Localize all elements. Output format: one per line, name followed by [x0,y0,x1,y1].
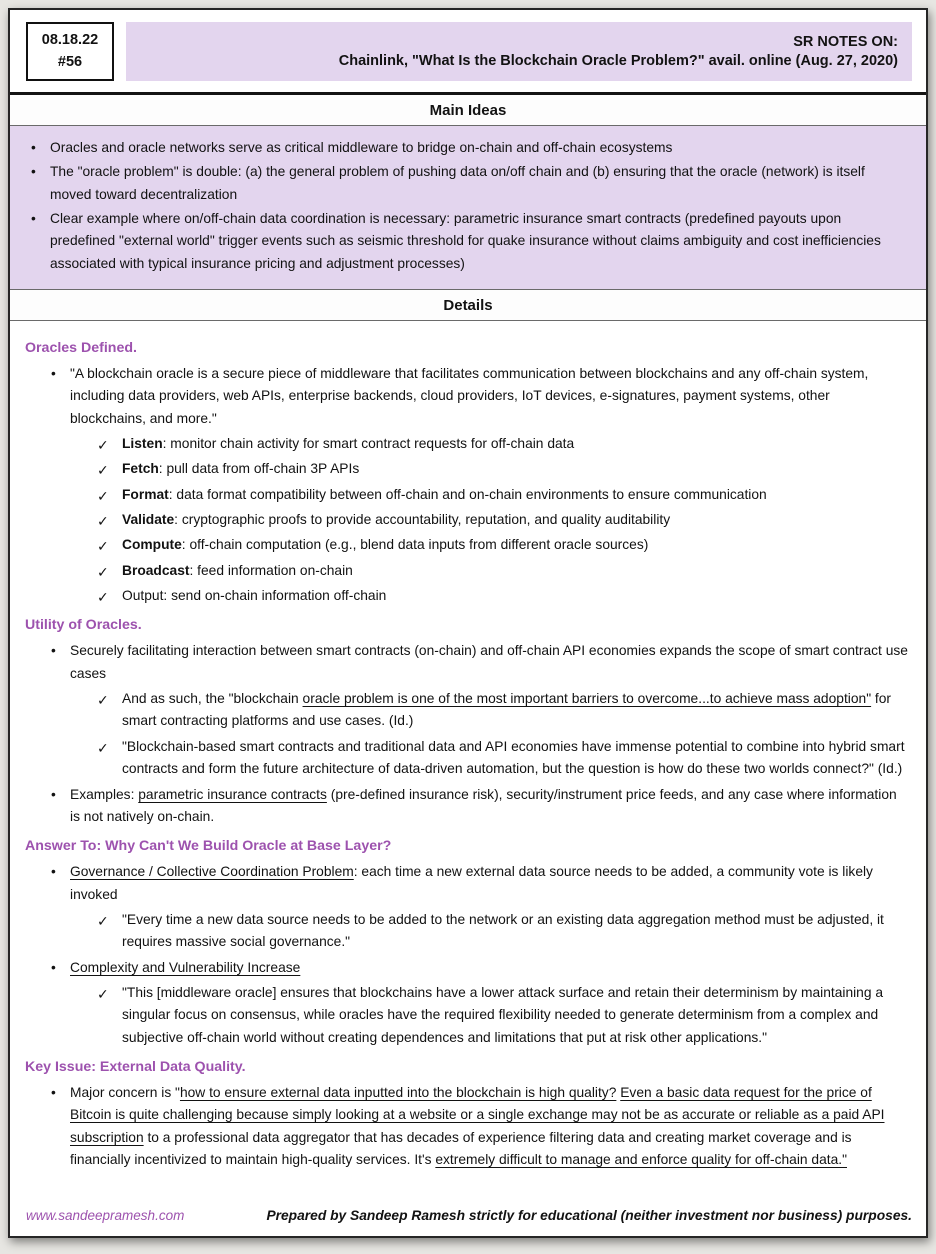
note-date: 08.18.22 [41,32,99,48]
main-idea-item [22,137,906,159]
list-item [97,509,908,531]
bullet-icon: • [51,786,56,802]
title-banner [126,22,912,81]
header [10,10,926,95]
list-item [97,458,908,480]
list-item-text: "Every time a new data source needs to be added to the network or an existing data aggregation method must be adjusted, it requires massive social governance." [122,911,884,950]
check-icon: ✓ [97,589,109,606]
check-icon: ✓ [97,563,109,580]
list-item [51,640,908,685]
list-item [51,363,908,430]
list-item-text: Format: data format compatibility between off-chain and on-chain environments to ensure communication [122,486,767,502]
check-icon: ✓ [97,692,109,709]
list-item-text: Examples: parametric insurance contracts (pre-defined insurance risk), security/instrument price feeds, and any case where information is not natively on-chain. [70,786,897,824]
details-content [10,321,926,1171]
main-idea-item [22,161,906,206]
bullet-icon: • [51,366,56,381]
check-icon: ✓ [97,487,109,504]
note-number: #56 [57,54,83,71]
list-item-text: Output: send on-chain information off-chain [122,588,387,604]
main-ideas-box [10,126,926,290]
main-ideas-title: Main Ideas [10,95,926,126]
section-heading-oracles-defined: Oracles Defined. [25,340,137,356]
details-title: Details [10,290,926,321]
check-icon: ✓ [97,739,109,756]
list-item-text: Major concern is "how to ensure external data inputted into the blockchain is high quality? Even a basic data request for the price of Bitcoin is quite challenging because simply looking at a website or a single exchange may not be as accurate or reliable as a paid API subscription to a professional data aggregator that has decades of experience filtering data and creating market coverage and is financially incentivized to maintain high-quality services. It's extremely difficult to manage and enforce quality for off-chain data." [70,1084,885,1167]
list-item-text: Governance / Collective Coordination Problem: each time a new external data source needs to be added, a community vote is likely invoked [70,864,873,902]
list-item-text: Broadcast: feed information on-chain [122,562,353,578]
footer-disclaimer: Prepared by Sandeep Ramesh strictly for educational (neither investment nor business) purposes. [266,1208,912,1223]
footer-website-link[interactable]: www.sandeepramesh.com [26,1208,185,1223]
list-item [51,1082,908,1171]
main-idea-text: The "oracle problem" is double: (a) the general problem of pushing data on/off chain and (b) ensuring that the oracle (network) is itself moved toward decentralization [50,164,865,202]
section-heading-answer-to: Answer To: Why Can't We Build Oracle at Base Layer? [25,838,392,855]
list-item [97,534,908,556]
date-box [26,22,114,81]
list-item-text: Validate: cryptographic proofs to provide accountability, reputation, and quality auditability [122,512,671,528]
list-item-text: And as such, the "blockchain oracle problem is one of the most important barriers to overcome...to achieve mass adoption" for smart contracting platforms and use cases. (Id.) [122,691,892,729]
bullet-icon: • [31,164,36,180]
list-item [97,560,908,582]
list-item [97,736,908,781]
check-icon: ✓ [97,985,109,1002]
list-item-text: Listen: monitor chain activity for smart contract requests for off-chain data [122,436,575,452]
list-item [51,957,908,979]
notes-page [8,8,928,1238]
section-heading-key-issue: Key Issue: External Data Quality. [25,1058,246,1075]
list-item [97,484,908,506]
list-item-text: "This [middleware oracle] ensures that blockchains have a lower attack surface and retain their determinism by maintaining a singular focus on consensus, while oracles have the required flexibility needed to generate determinism from a complex and subjective off-chain world without creating dependences and limitations that put at risk other applications." [122,984,884,1045]
bullet-icon: • [51,1084,56,1100]
list-item [97,909,908,954]
list-item-text: "A blockchain oracle is a secure piece of middleware that facilitates communication between blockchains and any off-chain system, including data providers, web APIs, enterprise backends, cloud providers, IoT devices, e-signatures, payment systems, other blockchains, and more." [70,366,869,426]
list-item [97,982,908,1049]
footer [26,1208,912,1223]
list-item [97,688,908,733]
list-item [51,784,908,829]
main-idea-item [22,208,906,275]
main-idea-text: Clear example where on/off-chain data coordination is necessary: parametric insurance smart contracts (predefined payouts upon predefined "external world" trigger events such as seismic threshold for quake insurance without claims ambiguity and cost inefficiencies associated with typical insurance pricing and adjustment processes) [50,210,881,271]
check-icon: ✓ [97,912,109,929]
list-item-text: "Blockchain-based smart contracts and traditional data and API economies have immense potential to combine into hybrid smart contracts and form the future architecture of data-driven automation, but the question is how do these two worlds connect?" (Id.) [122,738,905,777]
check-icon: ✓ [97,437,109,454]
list-item-text: Fetch: pull data from off-chain 3P APIs [122,461,360,477]
list-item-text: Compute: off-chain computation (e.g., blend data inputs from different oracle sources) [122,537,649,553]
banner-label: SR NOTES ON: [793,33,898,50]
list-item [97,585,908,607]
bullet-icon: • [51,643,56,659]
list-item [51,861,908,906]
main-idea-text: Oracles and oracle networks serve as critical middleware to bridge on-chain and off-chain ecosystems [50,139,673,155]
list-item-text: Complexity and Vulnerability Increase [70,959,301,975]
check-icon: ✓ [97,538,109,555]
list-item-text: Securely facilitating interaction between smart contracts (on-chain) and off-chain API economies expands the scope of smart contract use cases [70,643,908,681]
bullet-icon: • [51,864,56,880]
bullet-icon: • [31,139,36,155]
check-icon: ✓ [97,513,109,530]
bullet-icon: • [51,959,56,975]
check-icon: ✓ [97,462,109,479]
section-heading-utility-of-oracles: Utility of Oracles. [25,617,142,634]
list-item [97,433,908,455]
bullet-icon: • [31,210,36,226]
banner-title: Chainlink, "What Is the Blockchain Oracle Problem?" avail. online (Aug. 27, 2020) [338,52,898,69]
